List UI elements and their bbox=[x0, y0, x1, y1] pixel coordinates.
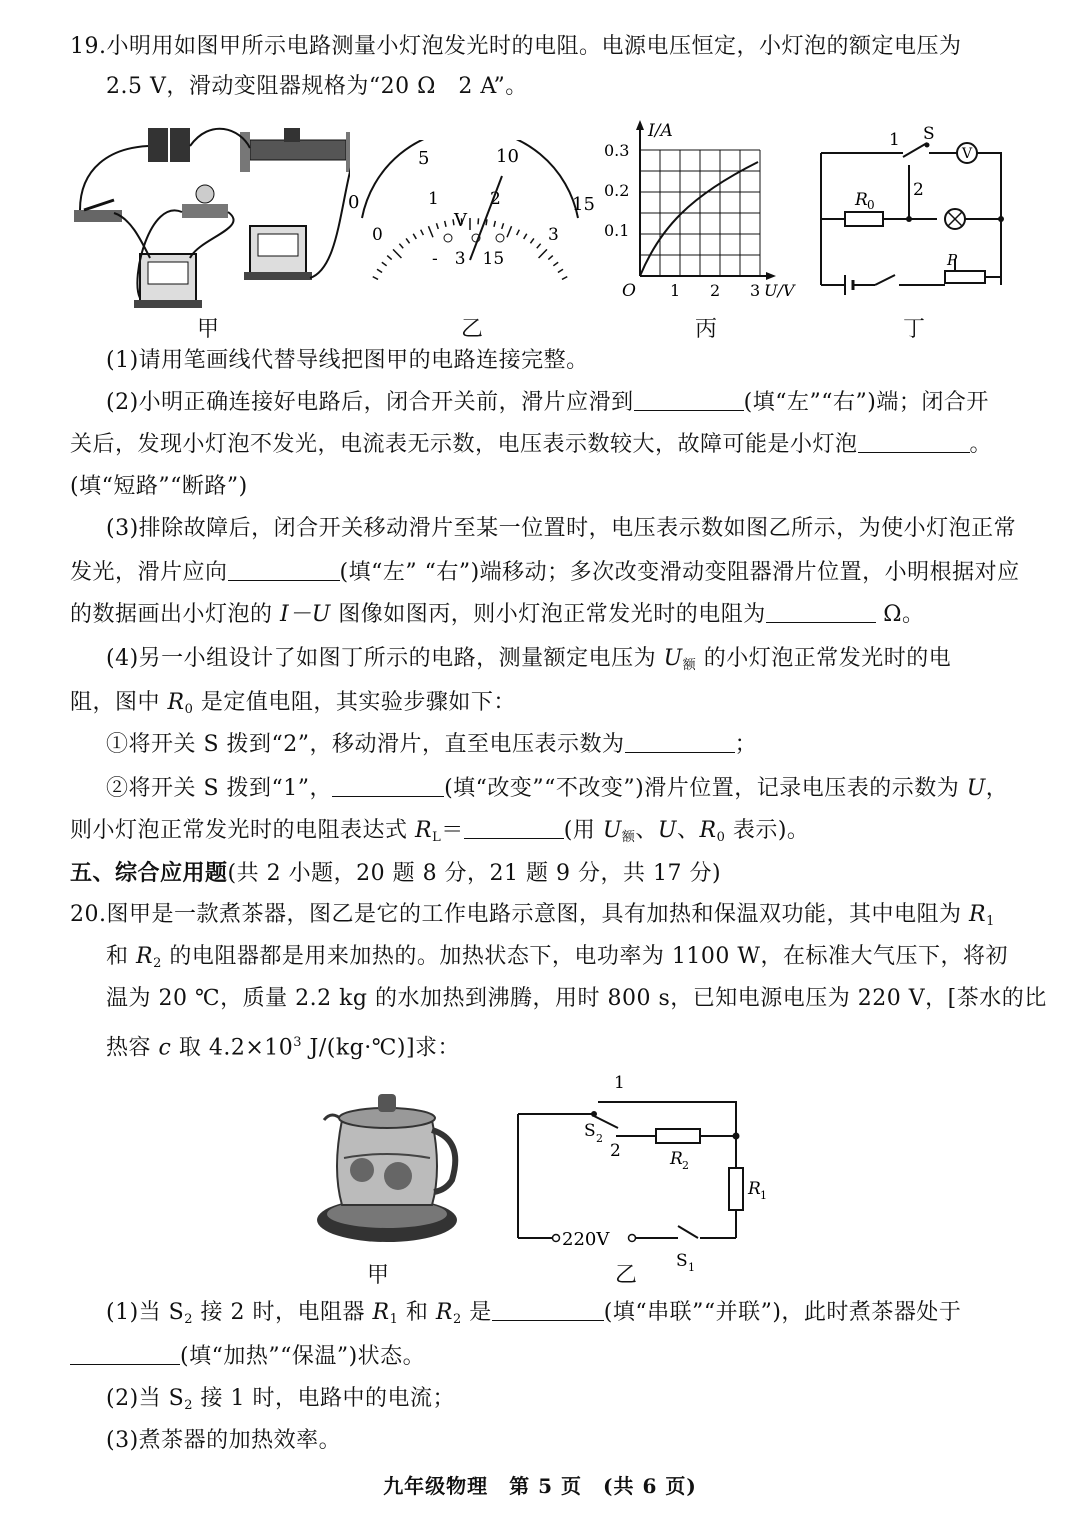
switch-icon bbox=[74, 210, 122, 222]
graph-ytick: 0.1 bbox=[604, 221, 630, 240]
circuit-d-switch-label: S bbox=[923, 125, 935, 144]
answer-blank[interactable] bbox=[70, 1342, 180, 1365]
r2-label: R bbox=[670, 1149, 683, 1169]
dial-tick bbox=[507, 226, 512, 237]
q19-step2-expression: 则小灯泡正常发光时的电阻表达式 $R_L=$ (用 $U_额$、U、$R_0$ 表示)。 bbox=[70, 818, 810, 845]
dial-lower-2: 2 bbox=[490, 189, 501, 209]
dial-upper-15: 15 bbox=[572, 194, 595, 215]
resistor-r2 bbox=[656, 1129, 700, 1143]
dial-lower-3: 3 bbox=[548, 225, 559, 245]
resistor-r0 bbox=[845, 212, 883, 226]
q19-step2: ②将开关 S 拨到“1”， (填“改变”“不改变”)滑片位置，记录电压表的示数为 U， bbox=[106, 776, 1009, 801]
dial-tick bbox=[537, 244, 541, 249]
dial-upper-10: 10 bbox=[496, 146, 519, 167]
source-label: 220V bbox=[562, 1229, 610, 1250]
graph-xtick: 2 bbox=[710, 281, 721, 298]
dial-tick bbox=[548, 256, 553, 260]
figure-iu-graph bbox=[600, 118, 810, 298]
q19-part3-line1: (3)排除故障后，闭合开关移动滑片至某一位置时，电压表示数如图乙所示，为使小灯泡正常 bbox=[106, 516, 1017, 541]
s1-label-sub: 1 bbox=[688, 1261, 695, 1274]
q19-stem-line2: 2.5 V，滑动变阻器规格为“20 Ω 2 A”。 bbox=[106, 74, 528, 99]
s2-label: S bbox=[584, 1121, 596, 1141]
graph-xtick: 1 bbox=[670, 281, 681, 298]
fig-label-yi: 乙 bbox=[460, 317, 483, 342]
dial-tick bbox=[436, 223, 438, 229]
figure-voltmeter-dial bbox=[340, 140, 600, 280]
q20-part2: (2)当 $S_2$ 接 1 时，电路中的电流； bbox=[106, 1386, 455, 1413]
q20-pos1: 1 bbox=[614, 1073, 625, 1093]
answer-blank[interactable] bbox=[332, 774, 444, 797]
q20-fig-label-jia: 甲 bbox=[366, 1263, 389, 1288]
q20-stem-line3: 温为 20 ℃，质量 2.2 kg 的水加热到沸腾，用时 800 s，已知电源电压为 220 V，[茶水的比 bbox=[106, 986, 1047, 1011]
q19-part2-line2: 关后，发现小灯泡不发光，电流表无示数，电压表示数较大，故障可能是小灯泡 。 bbox=[70, 432, 993, 457]
fig-label-jia: 甲 bbox=[196, 317, 219, 342]
dial-lower-1: 1 bbox=[428, 189, 439, 209]
dial-terminals: - 3 15 bbox=[432, 249, 505, 269]
dial-tick bbox=[393, 249, 401, 258]
lamp-icon bbox=[182, 204, 228, 218]
dial-tick bbox=[413, 234, 416, 239]
circuit-d-pos2: 2 bbox=[913, 180, 924, 200]
q19-stem-line1: 19.小明用如图甲所示电路测量小灯泡发光时的电阻。电源电压恒定，小灯泡的额定电压为 bbox=[70, 34, 962, 59]
dial-unit: V bbox=[454, 210, 467, 231]
q20-fig-label-yi: 乙 bbox=[614, 1263, 637, 1288]
dial-tick bbox=[421, 230, 424, 235]
tea-kettle-icon bbox=[337, 1120, 437, 1205]
r2-label-sub: 2 bbox=[682, 1159, 689, 1172]
switch-s-icon bbox=[903, 143, 927, 157]
r1-label: R bbox=[748, 1179, 761, 1199]
dial-tick bbox=[406, 238, 409, 243]
q20-pos2: 2 bbox=[610, 1141, 621, 1161]
answer-blank[interactable] bbox=[766, 600, 876, 623]
dial-tick bbox=[445, 221, 446, 227]
voltmeter-symbol-label: V bbox=[962, 146, 973, 162]
dial-upper-5: 5 bbox=[418, 148, 430, 169]
s1-label: S bbox=[676, 1251, 688, 1271]
graph-ylabel: I/A bbox=[648, 121, 673, 141]
dial-tick bbox=[502, 223, 504, 229]
dial-upper-0: 0 bbox=[348, 192, 360, 213]
circuit-d-r0-label: R bbox=[855, 190, 868, 210]
dial-tick bbox=[399, 244, 403, 249]
dial-tick bbox=[428, 226, 433, 237]
answer-blank[interactable] bbox=[625, 730, 735, 753]
answer-blank[interactable] bbox=[858, 430, 970, 453]
dial-tick bbox=[530, 238, 533, 243]
dial-tick bbox=[562, 277, 567, 280]
dial-tick bbox=[382, 262, 387, 266]
dial-lower-0: 0 bbox=[372, 225, 383, 245]
q19-part3-line3: 的数据画出小灯泡的 I－U 图像如图丙，则小灯泡正常发光时的电阻为 Ω。 bbox=[70, 602, 925, 627]
fig-label-ding: 丁 bbox=[902, 317, 925, 342]
dial-tick bbox=[524, 234, 527, 239]
dial-tick bbox=[373, 277, 378, 280]
figure-circuit-d bbox=[815, 125, 1015, 305]
dial-tick bbox=[377, 269, 382, 272]
circuit-d-r0-sub: 0 bbox=[867, 198, 875, 212]
battery-icon bbox=[170, 128, 190, 162]
rheostat-icon bbox=[250, 140, 346, 160]
q20-part3: (3)煮茶器的加热效率。 bbox=[106, 1428, 342, 1453]
graph-ytick: 0.3 bbox=[604, 141, 630, 160]
q19-step1: ①将开关 S 拨到“2”，移动滑片，直至电压表示数为 ； bbox=[106, 732, 758, 757]
switch-s1-icon bbox=[678, 1226, 698, 1238]
q19-part3-line2: 发光，滑片应向 (填“左” “右”)端移动；多次改变滑动变阻器滑片位置，小明根据对应 bbox=[70, 560, 1020, 585]
r1-label-sub: 1 bbox=[760, 1189, 767, 1202]
q20-part1-line2: (填“加热”“保温”)状态。 bbox=[70, 1342, 425, 1372]
resistor-r1 bbox=[729, 1168, 743, 1210]
section5-heading: 五、综合应用题(共 2 小题，20 题 8 分，21 题 9 分，共 17 分) bbox=[70, 860, 722, 886]
answer-blank[interactable] bbox=[634, 388, 744, 411]
switch-s2-icon bbox=[594, 1116, 618, 1128]
circuit-d-slider-label: P bbox=[947, 251, 958, 269]
rheostat-symbol bbox=[945, 271, 985, 283]
dial-tick bbox=[553, 262, 558, 266]
graph-xtick: 3 bbox=[750, 281, 761, 298]
q19-part1: (1)请用笔画线代替导线把图甲的电路连接完整。 bbox=[106, 348, 589, 373]
answer-blank[interactable] bbox=[464, 816, 564, 839]
battery-icon bbox=[148, 128, 168, 162]
fig-label-bing: 丙 bbox=[694, 317, 717, 342]
graph-origin: O bbox=[622, 281, 636, 298]
q19-part4-line1: (4)另一小组设计了如图丁所示的电路，测量额定电压为 $U_额$ 的小灯泡正常发光时的电 bbox=[106, 646, 952, 673]
circuit-d-pos1: 1 bbox=[889, 130, 900, 150]
page-footer: 九年级物理 第 5 页 (共 6 页) bbox=[383, 1474, 697, 1498]
q19-part4-line2: 阻，图中 $R_0$ 是定值电阻，其实验步骤如下： bbox=[70, 690, 516, 717]
s2-label-sub: 2 bbox=[596, 1132, 603, 1145]
dial-tick bbox=[494, 221, 495, 227]
graph-ytick: 0.2 bbox=[604, 181, 630, 200]
q20-stem-line1: 20.图甲是一款煮茶器，图乙是它的工作电路示意图，具有加热和保温双功能，其中电阻为 $R_1$ bbox=[70, 902, 995, 929]
dial-tick bbox=[517, 230, 520, 235]
q19-part2-line3: (填“短路”“断路”) bbox=[70, 474, 248, 499]
q19-part2-line1: (2)小明正确连接好电路后，闭合开关前，滑片应滑到 (填“左”“右”)端；闭合开 bbox=[106, 390, 989, 415]
q20-part1-line1: (1)当 $S_2$ 接 2 时，电阻器 $R_1$ 和 $R_2$ 是 (填“串联”“并联”)，此时煮茶器处于 bbox=[106, 1300, 962, 1327]
dial-needle bbox=[470, 176, 502, 260]
figure-tea-maker bbox=[312, 1080, 472, 1250]
dial-tick bbox=[539, 249, 547, 258]
graph-xlabel: U/V bbox=[764, 281, 795, 298]
q20-stem-line4: 热容 c 取 $4.2\times 10^3$ J/(kg·℃)]求： bbox=[106, 1035, 461, 1061]
figure-apparatus bbox=[70, 118, 350, 318]
q20-stem-line2: 和 $R_2$ 的电阻器都是用来加热的。加热状态下，电功率为 1100 W，在标准大气压下，将初 bbox=[106, 944, 1008, 971]
figure-circuit-q20 bbox=[512, 1070, 772, 1280]
dial-tick bbox=[387, 256, 392, 260]
dial-tick bbox=[558, 269, 563, 272]
answer-blank[interactable] bbox=[228, 558, 340, 581]
answer-blank[interactable] bbox=[492, 1298, 604, 1321]
